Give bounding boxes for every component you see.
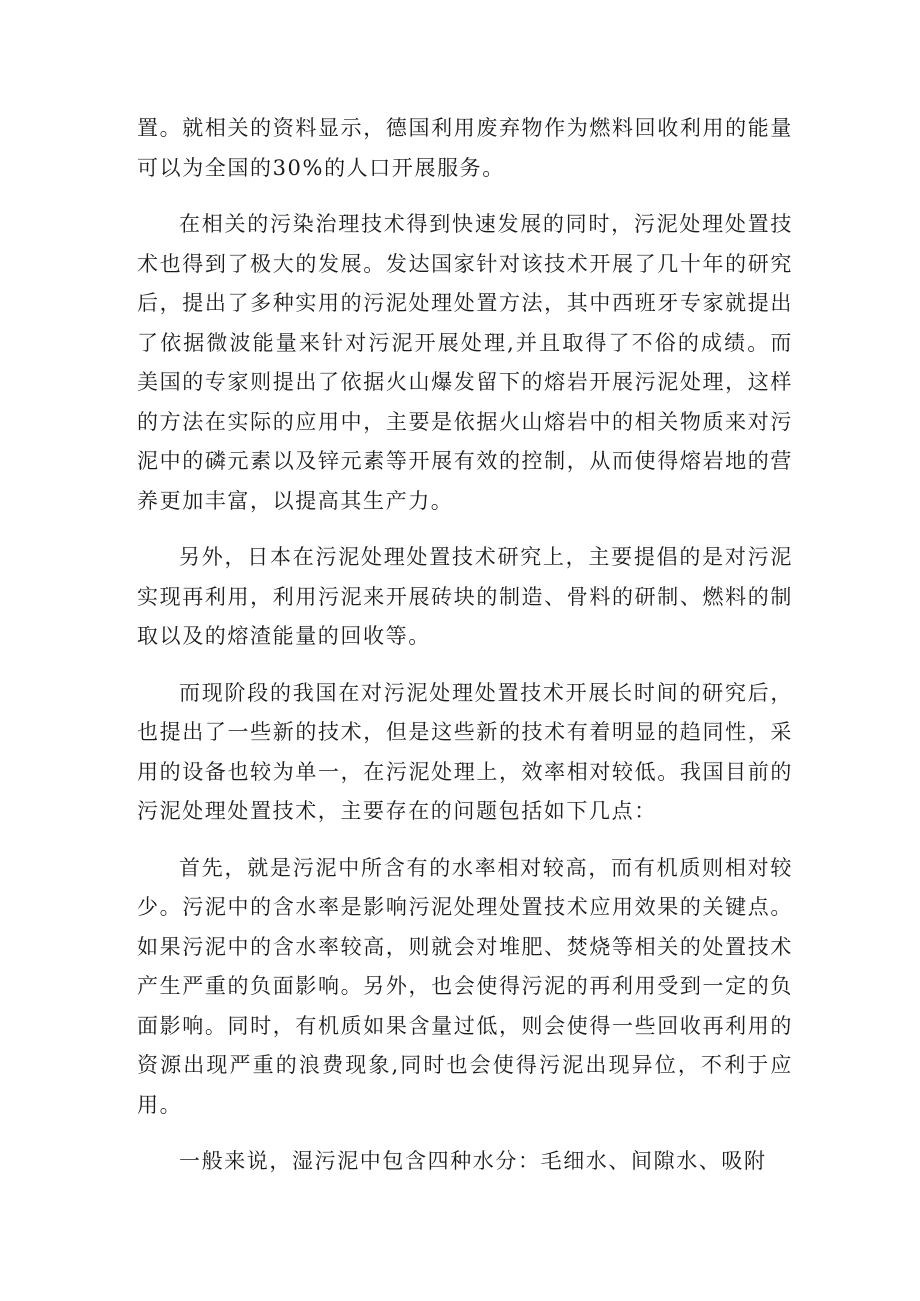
paragraph-5: 首先，就是污泥中所含有的水率相对较高，而有机质则相对较少。污泥中的含水率是影响污泥处理处置技术应用效果的关键点。如果污泥中的含水率较高，则就会对堆肥、焚烧等相关的处置技术产生严重的负面影响。另外，也会使得污泥的再利用受到一定的负面影响。同时，有机质如果含量过低，则会使得一些回收再利用的资源出现严重的浪费现象,同时也会使得污泥出现异位，不利于应用。 (137, 855, 793, 1117)
paragraph-6: 一般来说，湿污泥中包含四种水分：毛细水、间隙水、吸附 (179, 1149, 767, 1173)
document-body (137, 109, 793, 1199)
paragraph-3: 另外，日本在污泥处理处置技术研究上，主要提倡的是对污泥实现再利用，利用污泥来开展砖块的制造、骨料的研制、燃料的制取以及的熔渣能量的回收等。 (137, 545, 793, 648)
paragraph-2: 在相关的污染治理技术得到快速发展的同时，污泥处理处置技术也得到了极大的发展。发达国家针对该技术开展了几十年的研究后，提出了多种实用的污泥处理处置方法，其中西班牙专家就提出了依据微波能量来针对污泥开展处理,并且取得了不俗的成绩。而美国的专家则提出了依据火山爆发留下的熔岩开展污泥处理，这样的方法在实际的应用中，主要是依据火山熔岩中的相关物质来对污泥中的磷元素以及锌元素等开展有效的控制，从而使得熔岩地的营养更加丰富，以提高其生产力。 (137, 212, 793, 513)
paragraph-4: 而现阶段的我国在对污泥处理处置技术开展长时间的研究后，也提出了一些新的技术，但是这些新的技术有着明显的趋同性，采用的设备也较为单一，在污泥处理上，效率相对较低。我国目前的污泥处理处置技术，主要存在的问题包括如下几点： (137, 680, 793, 823)
paragraph-1: 置。就相关的资料显示，德国利用废弃物作为燃料回收利用的能量可以为全国的30%的人口开展服务。 (137, 116, 793, 180)
